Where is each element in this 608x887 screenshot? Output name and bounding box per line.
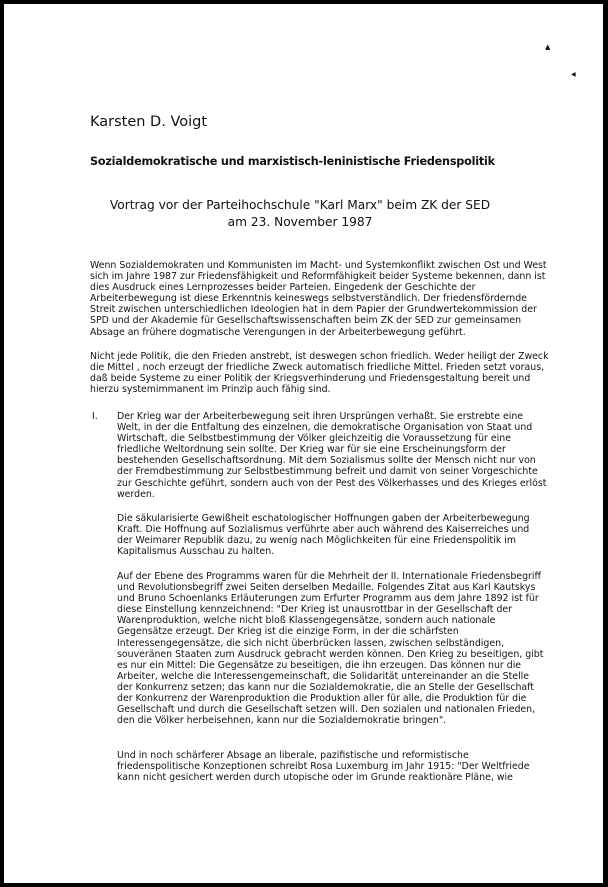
paragraph-section-1: Der Krieg war der Arbeiterbewegung seit ihren Ursprüngen verhaßt. Sie erstrebte eine Welt, in der die Entfaltung des einzelnen, die demokratische Organisation von Staat und Wirtschaft, die Selbstbestimmung der Völker gleichzeitig die Voraussetzung für eine friedliche Weltordnung sein sollte. Der Krieg war für sie eine Erscheinungsform der bestehenden Gesellschaftsordnung. Mit dem Sozialismus sollte der Mensch nicht nur von der Fremdbestimmung zur Selbstbestimmung befreit und damit von seiner Vorgeschichte zur Geschichte geführt, sondern auch von der Pest des Völkerhasses und des Krieges erlöst werden. — [117, 411, 547, 500]
registration-mark-side: ◀ — [571, 71, 576, 78]
document-subtitle-line2: am 23. November 1987 — [227, 215, 373, 229]
paragraph-luxemburg: Und in noch schärferer Absage an liberale, pazifistische und reformistische friedenspolitische Konzeptionen schreibt Rosa Luxemburg im Jahr 1915: "Der Weltfriede kann nicht gesichert werden durch utopische oder im Grunde reaktionäre Pläne, wie — [117, 750, 530, 784]
paragraph-peace-policy: Nicht jede Politik, die den Frieden anstrebt, ist deswegen schon friedlich. Weder heiligt der Zweck die Mittel , noch erzeugt der friedliche Zweck automatisch friedliche Mittel. Frieden setzt voraus, daß beide Systeme zu einer Politik der Kriegsverhinderung und Friedensgestaltung bereit und hierzu systemimmanent im Prinzip auch fähig sind. — [90, 351, 549, 396]
registration-mark-top: ▲ — [545, 43, 551, 51]
document-page — [4, 4, 603, 883]
paragraph-intro: Wenn Sozialdemokraten und Kommunisten im Macht- und Systemkonflikt zwischen Ost und West sich im Jahre 1987 zur Friedensfähigkeit und Reformfähigkeit beider Systeme bekennen, dann ist dies Ausdruck eines Lernprozesses beider Parteien. Eingedenk der Geschichte der Arbeiterbewegung ist diese Erkenntnis keineswegs selbstverständlich. Der friedensfördernde Streit zwischen unterschiedlichen Ideologien hat in dem Papier der Grundwertekommission der SPD und der Akademie für Gesellschaftswissenschaften beim ZK der SED zur gemeinsamen Absage an frühere dogmatische Verengungen in der Arbeiterbewegung geführt. — [90, 260, 547, 338]
paragraph-hopes: Die säkularisierte Gewißheit eschatologischer Hoffnungen gaben der Arbeiterbewegung Kraft. Die Hoffnung auf Sozialismus verführte aber auch während des Kaiserreiches und der Weimarer Republik dazu, zu wenig nach Möglichkeiten für eine Friedenspolitik im Kapitalismus Ausschau zu halten. — [117, 513, 530, 558]
document-title: Sozialdemokratische und marxistisch-leninistische Friedenspolitik — [90, 155, 495, 168]
author-name: Karsten D. Voigt — [90, 114, 208, 130]
document-subtitle-line1: Vortrag vor der Parteihochschule "Karl Marx" beim ZK der SED — [109, 198, 491, 212]
paragraph-program-quote: Auf der Ebene des Programms waren für die Mehrheit der II. Internationale Friedensbegriff und Revolutionsbegriff zwei Seiten derselben Medaille. Folgendes Zitat aus Karl Kautskys und Bruno Schoenlanks Erläuterungen zum Erfurter Programm aus dem Jahre 1892 ist für diese Einstellung kennzeichnend: "Der Krieg ist unausrottbar in der Gesellschaft der Warenproduktion, welche nicht bloß Klassengegensätze, sondern auch nationale Gegensätze erzeugt. Der Krieg ist die einzige Form, in der die schärfsten Interessengegensätze, die sich nicht überbrücken lassen, zwischen selbständigen, souveränen Staaten zum Ausdruck gebracht werden können. Den Krieg zu beseitigen, gibt es nur ein Mittel: Die Gegensätze zu beseitigen, die ihn erzeugen. Das können nur die Arbeiter, welche die Interessengemeinschaft, die Solidarität untereinander an die Stelle der Konkurrenz setzen; das kann nur die Sozialdemokratie, die an Stelle der Gesellschaft der Konkurrenz der Warenproduktion die Produktion aller für alle, die Produktion für die Gesellschaft und durch die Gesellschaft setzen will. Den sozialen und nationalen Frieden, den die Völker herbeisehnen, kann nur die Sozialdemokratie bringen". — [117, 571, 544, 727]
section-number: I. — [92, 411, 98, 422]
